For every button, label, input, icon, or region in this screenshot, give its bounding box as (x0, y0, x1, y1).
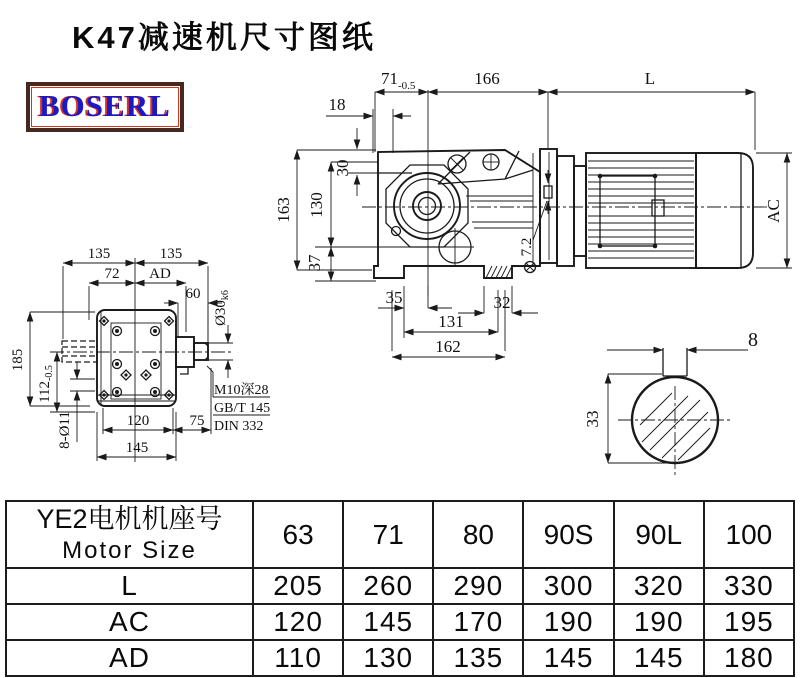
row-label-AC: AC (6, 604, 253, 640)
value-cell: 205 (253, 568, 343, 604)
value-cell: 145 (523, 640, 613, 676)
dim-33 (583, 374, 668, 463)
dim-112 (37, 352, 95, 412)
note-m10: M10深28 (214, 383, 269, 398)
value-cell: 130 (343, 640, 433, 676)
svg-text:8: 8 (748, 329, 758, 351)
dim-18 (326, 95, 411, 153)
svg-text:112-0.5: $112_{-0.5}$ (37, 365, 55, 403)
motor-size-table (5, 500, 795, 677)
value-cell: 145 (614, 640, 704, 676)
shaft-section-view (583, 329, 758, 478)
value-cell: 120 (253, 604, 343, 640)
row-label-AD: AD (6, 640, 253, 676)
svg-text:131: 131 (438, 312, 464, 331)
svg-text:30: 30 (333, 159, 352, 177)
svg-text:135: 135 (159, 246, 183, 262)
svg-text:32: 32 (493, 293, 511, 312)
value-cell: 145 (343, 604, 433, 640)
table-row-L (6, 568, 794, 604)
side-view-gearbox-motor (274, 69, 792, 357)
svg-text:35: 35 (385, 288, 403, 307)
dim-8-o11 (57, 362, 95, 449)
svg-text:18: 18 (328, 95, 346, 114)
value-cell: 330 (704, 568, 794, 604)
value-cell: 190 (523, 604, 613, 640)
svg-text:130: 130 (307, 192, 326, 218)
value-cell: 290 (433, 568, 523, 604)
dim-163-130-37 (274, 150, 440, 281)
motor-size-header-en: Motor Size (62, 537, 197, 564)
svg-text:185: 185 (10, 348, 26, 372)
page-title: K47减速机尺寸图纸 (72, 20, 376, 55)
value-cell: 300 (523, 568, 613, 604)
dim-120-75-145 (97, 368, 211, 461)
motor-size-header-cell (6, 501, 253, 568)
svg-text:33: 33 (583, 410, 602, 428)
dim-7-2: 7.2 (519, 237, 535, 257)
motor-body (557, 153, 753, 268)
svg-text:AC: AC (764, 199, 783, 223)
col-header-71: 71 (343, 501, 433, 568)
motor-size-header-cn: YE2电机机座号 (36, 504, 223, 534)
dim-166: 166 (474, 69, 500, 88)
thread-note (207, 366, 270, 434)
note-din332: DIN 332 (214, 419, 264, 434)
svg-text:AD: AD (149, 266, 171, 282)
svg-text:135: 135 (87, 246, 111, 262)
note-gbt145: GB/T 145 (214, 401, 271, 416)
dim-L: L (644, 69, 656, 88)
dim-35-32-131-162 (378, 286, 538, 357)
svg-text:8-Ø11: 8-Ø11 (57, 411, 73, 449)
svg-text:37: 37 (305, 254, 324, 272)
value-cell: 320 (614, 568, 704, 604)
table-header-row (6, 501, 794, 568)
col-header-80: 80 (433, 501, 523, 568)
value-cell: 135 (433, 640, 523, 676)
bolt-icons (392, 154, 536, 273)
svg-text:163: 163 (274, 197, 293, 223)
svg-text:Ø30k6: $Ø30_{k6}$ (213, 290, 231, 326)
value-cell: 180 (704, 640, 794, 676)
svg-text:145: 145 (125, 440, 149, 456)
dim-AC (756, 153, 792, 268)
col-header-100: 100 (704, 501, 794, 568)
value-cell: 190 (614, 604, 704, 640)
table-row-AC (6, 604, 794, 640)
col-header-63: 63 (253, 501, 343, 568)
svg-text:60: 60 (185, 286, 201, 302)
value-cell: 110 (253, 640, 343, 676)
value-cell: 170 (433, 604, 523, 640)
dim-71-166-L (375, 69, 755, 152)
svg-text:75: 75 (189, 413, 205, 429)
table-row-AD (6, 640, 794, 676)
svg-text:72: 72 (104, 266, 120, 282)
front-view-gearbox (10, 246, 270, 462)
row-label-L: L (6, 568, 253, 604)
col-header-90S: 90S (523, 501, 613, 568)
boserl-logo-text: BOSERL (39, 88, 171, 123)
dim-71: $71_{-0.5}$ (381, 69, 416, 92)
value-cell: 260 (343, 568, 433, 604)
value-cell: 195 (704, 604, 794, 640)
svg-text:120: 120 (126, 413, 150, 429)
col-header-90L: 90L (614, 501, 704, 568)
flange-bolt-icons (113, 327, 160, 397)
svg-text:162: 162 (435, 337, 461, 356)
